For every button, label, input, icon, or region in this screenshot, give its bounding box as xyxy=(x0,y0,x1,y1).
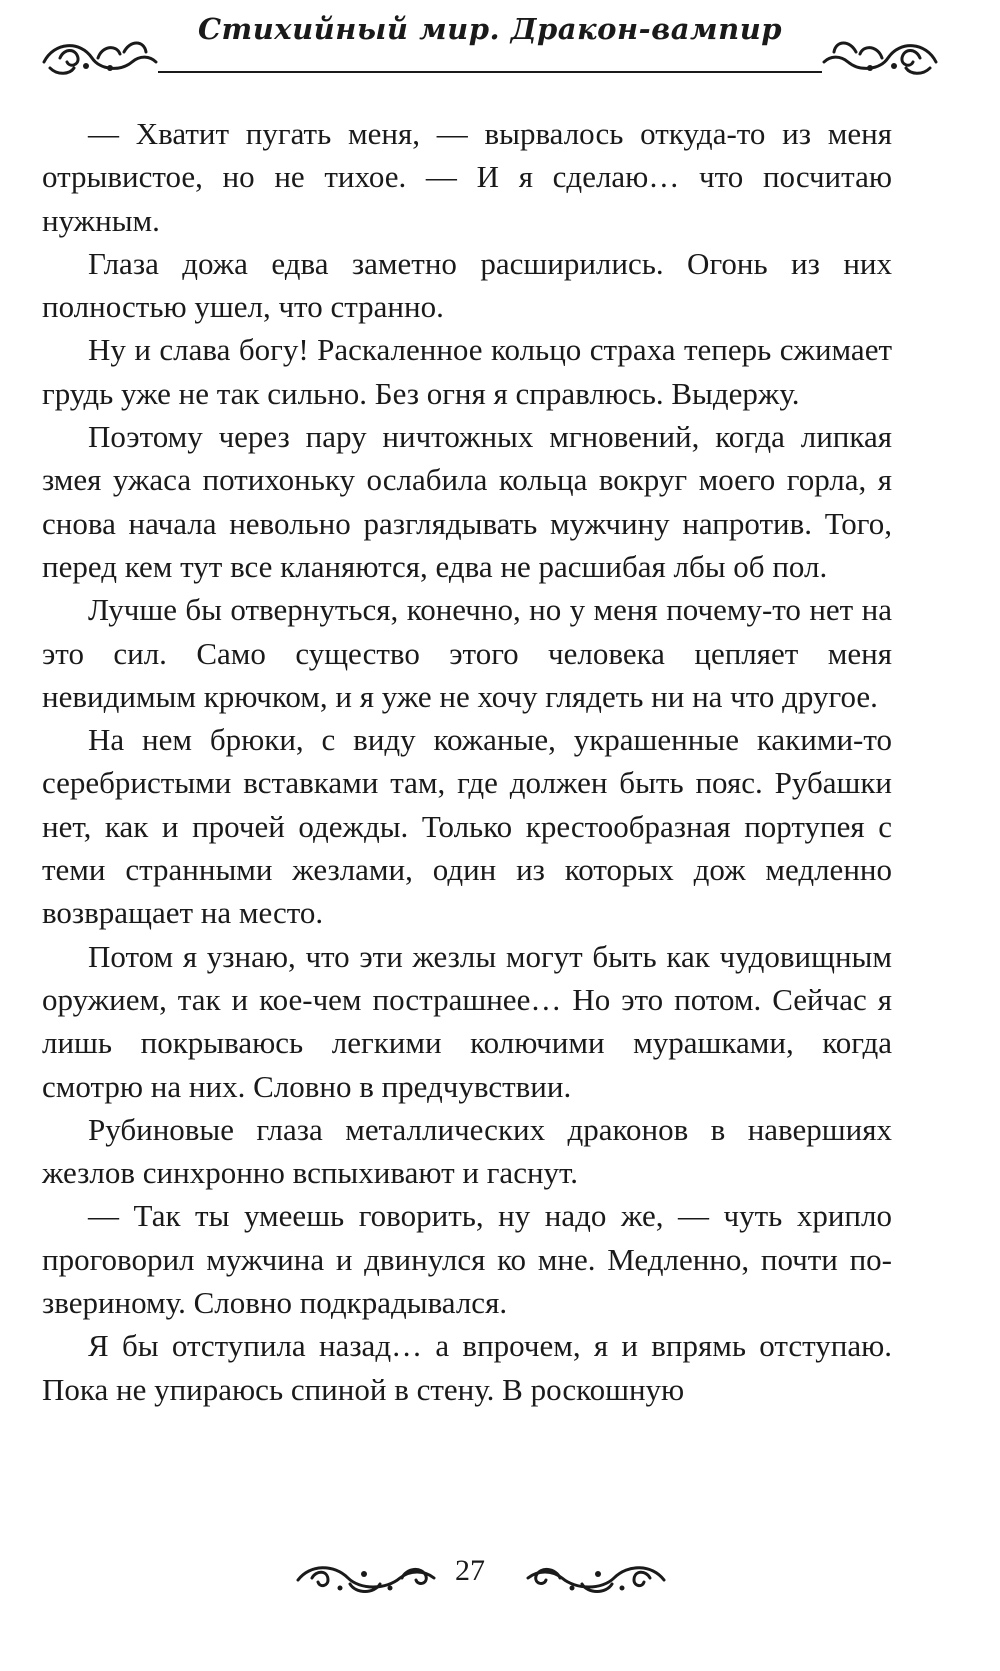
paragraph: Поэтому через пару ничтожных мгновений, когда липкая змея ужаса потихоньку ослабила кольца вокруг моего горла, я снова начала невольно разглядывать мужчину напротив. Того, перед кем тут все кланяются, едва не расшибая лбы об пол. xyxy=(42,419,892,584)
paragraph: Потом я узнаю, что эти жезлы могут быть как чудовищным оружием, так и кое-чем пострашнее… Но это потом. Сейчас я лишь покрываюсь легкими колючими мурашками, когда смотрю на них. Словно в предчувствии. xyxy=(42,938,892,1104)
running-title: Стихийный мир. Дракон-вампир xyxy=(197,12,783,46)
paragraph: Лучше бы отвернуться, конечно, но у меня почему-то нет на это сил. Само существо этого человека цепляет меня невидимым крючком, и я уже не хочу глядеть ни на что другое. xyxy=(42,592,892,714)
flourish-ornament-icon xyxy=(822,28,940,82)
paragraph: Я бы отступила назад… а впрочем, я и впрямь отступаю. Пока не упираюсь спиной в стену. В роскошную xyxy=(42,1328,892,1407)
paragraph: Ну и слава богу! Раскаленное кольцо страха теперь сжимает грудь уже не так сильно. Без огня я справлюсь. Выдержу. xyxy=(42,332,892,411)
page-number: 27 xyxy=(455,1554,485,1587)
header-rule xyxy=(158,71,822,73)
paragraph: — Хватит пугать меня, — вырвалось откуда-то из меня отрывистое, но не тихое. — И я сделаю… что посчитаю нужным. xyxy=(42,116,892,238)
scroll-ornament-icon xyxy=(290,1554,440,1600)
body-text xyxy=(42,112,892,1411)
paragraph: — Так ты умеешь говорить, ну надо же, — чуть хрипло проговорил мужчина и двинулся ко мне. Медленно, почти по-звериному. Словно подкрадывался. xyxy=(42,1198,892,1321)
paragraph: На нем брюки, с виду кожаные, украшенные какими-то серебристыми вставками там, где должен быть пояс. Рубашки нет, как и прочей одежды. Только крестообразная портупея с теми странными жезлами, один из которых дож медленно возвращает на место. xyxy=(42,722,892,931)
scroll-ornament-icon xyxy=(522,1554,672,1600)
paragraph: Рубиновые глаза металлических драконов в навершиях жезлов синхронно вспыхивают и гаснут. xyxy=(42,1111,892,1191)
page-footer xyxy=(0,1546,1000,1606)
page-header xyxy=(40,8,940,78)
paragraph: Глаза дожа едва заметно расширились. Огонь из них полностью ушел, что странно. xyxy=(42,245,892,325)
